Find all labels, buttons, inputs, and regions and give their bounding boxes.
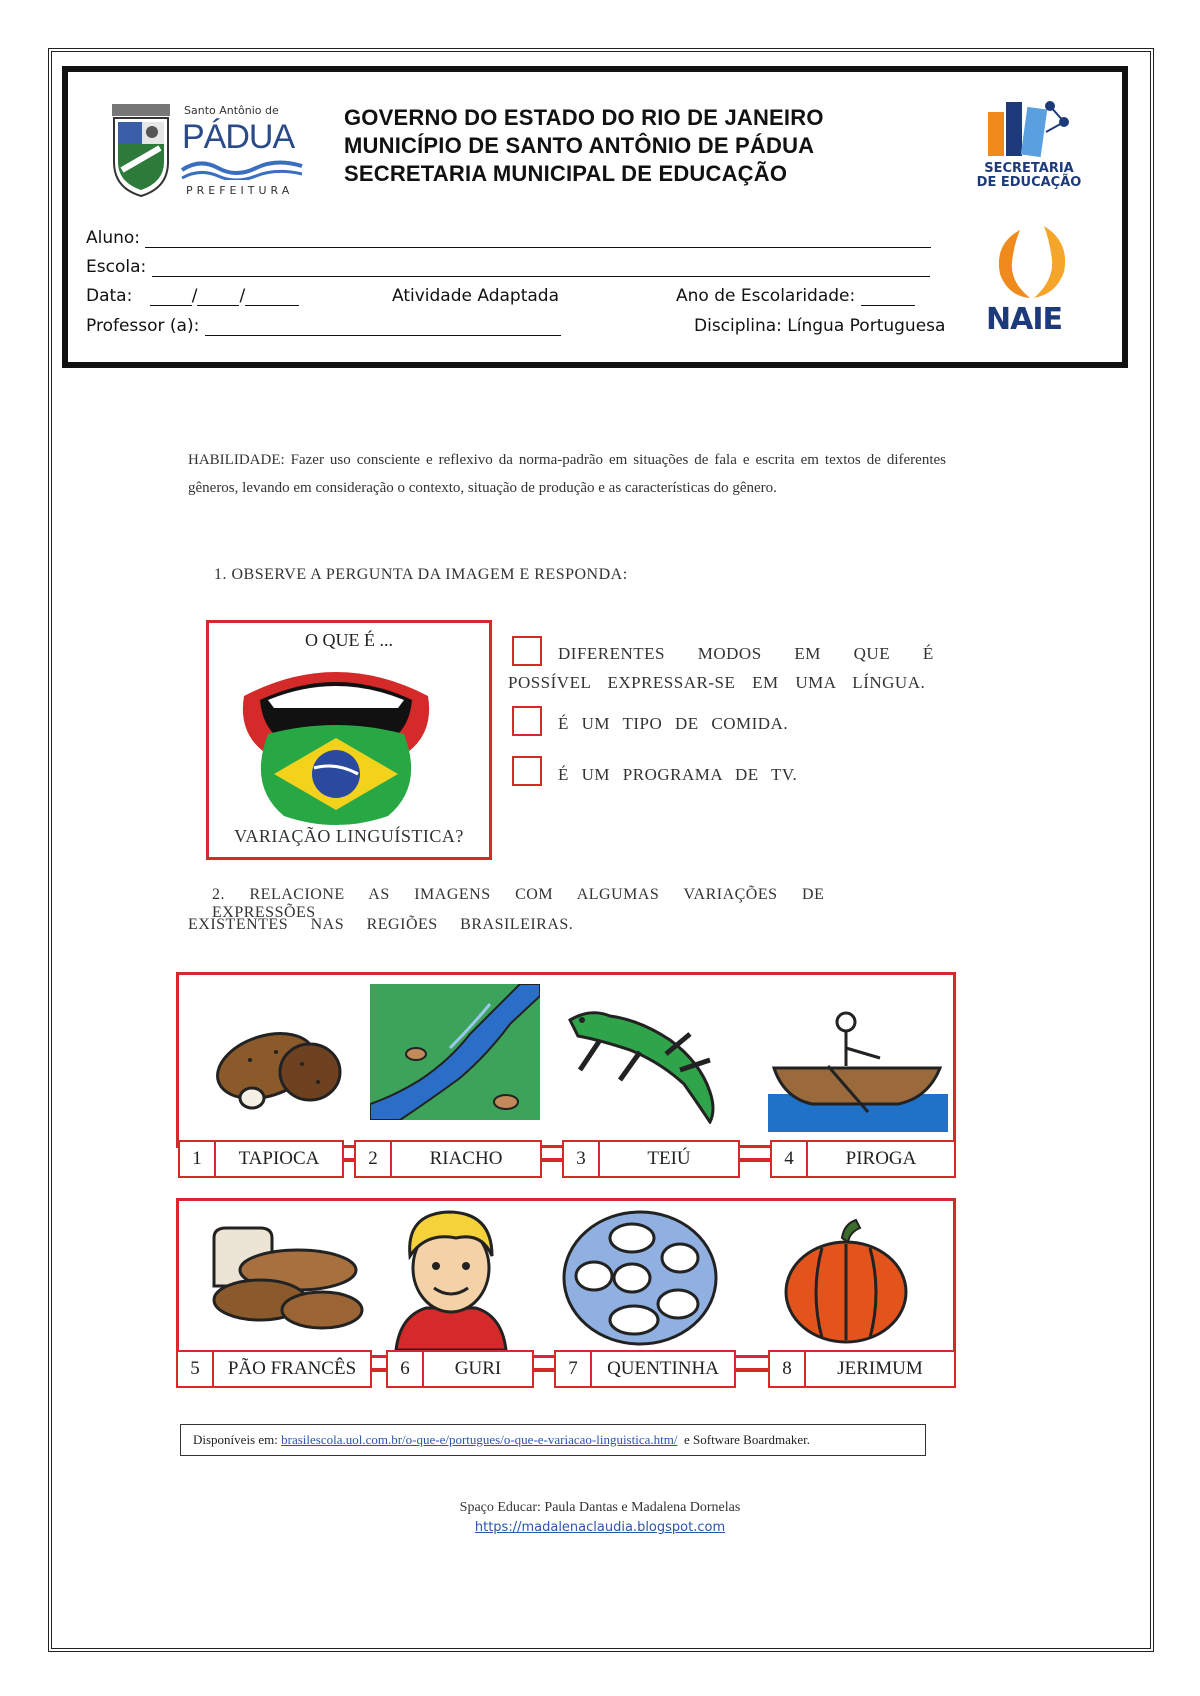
label-4[interactable] xyxy=(770,1140,956,1178)
escola-label: Escola: xyxy=(86,257,147,277)
label-8[interactable] xyxy=(768,1350,956,1388)
connector xyxy=(372,1368,386,1372)
secretaria-books-icon xyxy=(984,96,1076,160)
question2-line2: EXISTENTES NAS REGIÕES BRASILEIRAS. xyxy=(188,916,574,933)
cassava-icon xyxy=(206,1012,346,1112)
professor-row xyxy=(86,316,561,336)
skill-text: HABILIDADE: Fazer uso consciente e reflexivo da norma-padrão em situações de fala e escrita em textos de diferentes gêneros, levando em consideração o contexto, situação de produção e as características do gênero. xyxy=(188,452,946,496)
escola-field[interactable] xyxy=(152,258,930,277)
label-7[interactable] xyxy=(554,1350,736,1388)
aluno-field[interactable] xyxy=(145,229,931,248)
question2-line1: 2. RELACIONE AS IMAGENS COM ALGUMAS VARIAÇÕES DE EXPRESSÕES xyxy=(212,886,825,921)
option1-line2: POSSÍVEL EXPRESSAR-SE EM UMA LÍNGUA. xyxy=(508,673,926,692)
label-8-word: JERIMUM xyxy=(837,1358,923,1379)
label-7-word: QUENTINHA xyxy=(607,1358,719,1379)
image-top-text: O QUE É ... xyxy=(305,630,393,650)
food-plate-icon xyxy=(560,1208,720,1348)
credits-link[interactable]: https://madalenaclaudia.blogspot.com xyxy=(474,1520,726,1535)
connector xyxy=(740,1158,770,1162)
label-4-word: PIROGA xyxy=(845,1148,917,1169)
source-box xyxy=(180,1424,926,1456)
boy-icon xyxy=(386,1204,516,1350)
label-8-number: 8 xyxy=(770,1352,806,1386)
aluno-row xyxy=(86,228,931,248)
label-2-word: RIACHO xyxy=(429,1148,503,1169)
data-label: Data: xyxy=(86,286,133,306)
option2-checkbox[interactable] xyxy=(512,706,542,736)
label-1[interactable] xyxy=(178,1140,344,1178)
label-7-number: 7 xyxy=(556,1352,592,1386)
waves-icon xyxy=(180,158,304,180)
option3-text: É UM PROGRAMA DE TV. xyxy=(558,765,798,784)
naie-hands-icon xyxy=(990,222,1074,302)
naie-logo-text: NAIE xyxy=(986,302,1062,337)
label-5[interactable] xyxy=(176,1350,372,1388)
label-1-word: TAPIOCA xyxy=(238,1148,320,1169)
grade-row xyxy=(676,286,915,306)
option2-text: É UM TIPO DE COMIDA. xyxy=(558,714,789,733)
logo-top-text: Santo Antônio de xyxy=(184,104,279,117)
label-2-number: 2 xyxy=(356,1142,392,1176)
option1-checkbox[interactable] xyxy=(512,636,542,666)
connector xyxy=(542,1158,562,1162)
secretaria-line1: SECRETARIA xyxy=(984,161,1074,176)
escola-row xyxy=(86,257,930,277)
label-6-number: 6 xyxy=(388,1352,424,1386)
date-slash-2: / xyxy=(239,286,246,306)
label-6[interactable] xyxy=(386,1350,534,1388)
grade-field[interactable] xyxy=(861,287,915,306)
day-field[interactable] xyxy=(150,287,192,306)
label-4-number: 4 xyxy=(772,1142,808,1176)
canoe-icon xyxy=(768,1008,948,1132)
label-5-number: 5 xyxy=(178,1352,214,1386)
label-3-number: 3 xyxy=(564,1142,600,1176)
date-slash-1: / xyxy=(191,286,198,306)
year-field[interactable] xyxy=(245,287,299,306)
activity-label: Atividade Adaptada xyxy=(392,286,559,306)
pumpkin-icon xyxy=(782,1218,910,1346)
bread-icon xyxy=(206,1226,366,1336)
header-title-1: GOVERNO DO ESTADO DO RIO DE JANEIRO xyxy=(344,105,824,130)
month-field[interactable] xyxy=(197,287,239,306)
header-title-3: SECRETARIA MUNICIPAL DE EDUCAÇÃO xyxy=(344,161,788,186)
connector xyxy=(534,1368,554,1372)
data-row xyxy=(86,286,299,306)
logo-bottom-text: PREFEITURA xyxy=(186,184,294,197)
option1-line1: DIFERENTES MODOS EM QUE É xyxy=(558,644,934,663)
professor-label: Professor (a): xyxy=(86,316,200,336)
source-link[interactable]: brasilescola.uol.com.br/o-que-e/portugues/o-que-e-variacao-linguistica.htm/ xyxy=(281,1432,678,1447)
image-bottom-text: VARIAÇÃO LINGUÍSTICA? xyxy=(234,826,464,846)
coat-of-arms-icon xyxy=(108,102,174,198)
source-suffix: e Software Boardmaker. xyxy=(683,1432,810,1447)
connector xyxy=(736,1368,768,1372)
label-1-number: 1 xyxy=(180,1142,216,1176)
connector xyxy=(344,1158,354,1162)
label-6-word: GURI xyxy=(454,1358,502,1379)
discipline-label: Disciplina: Língua Portuguesa xyxy=(694,316,946,336)
credits-text: Spaço Educar: Paula Dantas e Madalena Dornelas xyxy=(459,1500,741,1515)
grade-label: Ano de Escolaridade: xyxy=(676,286,856,306)
stream-icon xyxy=(370,984,540,1120)
header-title-2: MUNICÍPIO DE SANTO ANTÔNIO DE PÁDUA xyxy=(344,133,815,158)
aluno-label: Aluno: xyxy=(86,228,141,248)
secretaria-line2: DE EDUCAÇÃO xyxy=(976,175,1082,190)
logo-name: PÁDUA xyxy=(182,118,295,156)
lizard-icon xyxy=(560,1000,740,1124)
question1-text: 1. OBSERVE A PERGUNTA DA IMAGEM E RESPONDA: xyxy=(214,566,628,583)
label-2[interactable] xyxy=(354,1140,542,1178)
professor-field[interactable] xyxy=(205,317,561,336)
label-3-word: TEIÚ xyxy=(647,1148,691,1169)
source-prefix: Disponíveis em: xyxy=(193,1432,278,1447)
option3-checkbox[interactable] xyxy=(512,756,542,786)
label-5-word: PÃO FRANCÊS xyxy=(227,1358,357,1379)
tongue-flag-icon xyxy=(238,656,434,826)
label-3[interactable] xyxy=(562,1140,740,1178)
